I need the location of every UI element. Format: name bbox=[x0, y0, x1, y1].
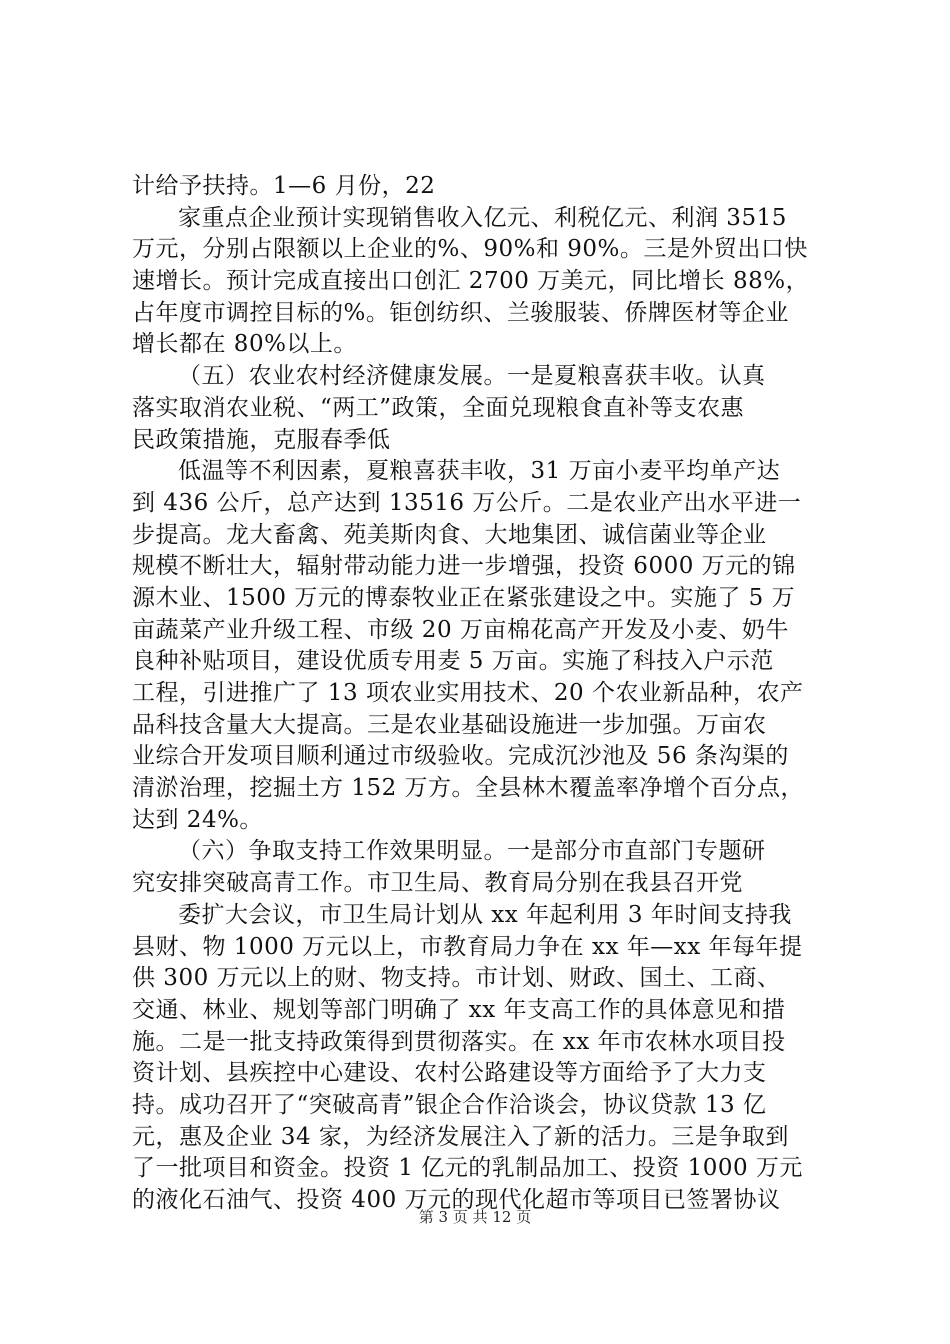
text-line: 到 436 公斤，总产达到 13516 万公斤。二是农业产出水平进一 bbox=[132, 489, 802, 516]
text-line: 工程，引进推广了 13 项农业实用技术、20 个农业新品种，农产 bbox=[132, 680, 804, 706]
text-line: 施。二是一批支持政策得到贯彻落实。在 xx 年市农林水项目投 bbox=[132, 1028, 786, 1055]
text-line: 增长都在 80%以上。 bbox=[132, 331, 357, 358]
text-line: 品科技含量大大提高。三是农业基础设施进一步加强。万亩农 bbox=[132, 711, 767, 738]
text-line: 家重点企业预计实现销售收入亿元、利税亿元、利润 3515 bbox=[178, 204, 787, 231]
text-line: 亩蔬菜产业升级工程、市级 20 万亩棉花高产开发及小麦、奶牛 bbox=[132, 616, 789, 643]
text-line: 占年度市调控目标的%。钜创纺织、兰骏服装、侨牌医材等企业 bbox=[132, 299, 789, 326]
text-line: 速增长。预计完成直接出口创汇 2700 万美元，同比增长 88%， bbox=[132, 268, 810, 295]
text-line: 低温等不利因素，夏粮喜获丰收，31 万亩小麦平均单产达 bbox=[178, 458, 781, 485]
text-line: 交通、林业、规划等部门明确了 xx 年支高工作的具体意见和措 bbox=[132, 996, 786, 1023]
text-line: 的液化石油气、投资 400 万元的现代化超市等项目已签署协议 bbox=[132, 1187, 781, 1213]
text-line: 落实取消农业税、“两工”政策，全面兑现粮食直补等支农惠 bbox=[132, 394, 745, 421]
text-line: 元，惠及企业 34 家，为经济发展注入了新的活力。三是争取到 bbox=[132, 1123, 789, 1150]
text-line: 步提高。龙大畜禽、苑美斯肉食、大地集团、诚信菌业等企业 bbox=[132, 521, 767, 548]
text-line: （六）争取支持工作效果明显。一是部分市直部门专题研 bbox=[178, 838, 766, 865]
text-line: 源木业、1500 万元的博泰牧业正在紧张建设之中。实施了 5 万 bbox=[132, 584, 796, 611]
text-line: 达到 24%。 bbox=[132, 806, 263, 833]
text-line: 资计划、县疾控中心建设、农村公路建设等方面给予了大力支 bbox=[132, 1060, 767, 1087]
text-line: （五）农业农村经济健康发展。一是夏粮喜获丰收。认真 bbox=[178, 363, 766, 390]
text-line: 供 300 万元以上的财、物支持。市计划、财政、国土、工商、 bbox=[132, 965, 781, 992]
text-line: 了一批项目和资金。投资 1 亿元的乳制品加工、投资 1000 万元 bbox=[132, 1155, 803, 1182]
text-line: 持。成功召开了“突破高青”银企合作洽谈会，协议贷款 13 亿 bbox=[132, 1091, 767, 1118]
text-line: 委扩大会议，市卫生局计划从 xx 年起利用 3 年时间支持我 bbox=[178, 901, 792, 928]
text-line: 良种补贴项目，建设优质专用麦 5 万亩。实施了科技入户示范 bbox=[132, 648, 774, 675]
text-line: 万元，分别占限额以上企业的%、90%和 90%。三是外贸出口快 bbox=[132, 236, 808, 263]
page-footer: 第 3 页 共 12 页 bbox=[418, 1208, 532, 1226]
text-line: 业综合开发项目顺利通过市级验收。完成沉沙池及 56 条沟渠的 bbox=[132, 743, 789, 770]
document-body bbox=[132, 171, 842, 1217]
text-line: 究安排突破高青工作。市卫生局、教育局分别在我县召开党 bbox=[132, 870, 743, 897]
text-line: 县财、物 1000 万元以上，市教育局力争在 xx 年—xx 年每年提 bbox=[132, 933, 803, 960]
text-line: 民政策措施，克服春季低 bbox=[132, 426, 391, 453]
text-line: 清淤治理，挖掘土方 152 万方。全县林木覆盖率净增个百分点， bbox=[132, 775, 805, 802]
text-line: 规模不断壮大，辐射带动能力进一步增强，投资 6000 万元的锦 bbox=[132, 553, 796, 580]
text-line: 计给予扶持。1—6 月份，22 bbox=[132, 173, 436, 199]
